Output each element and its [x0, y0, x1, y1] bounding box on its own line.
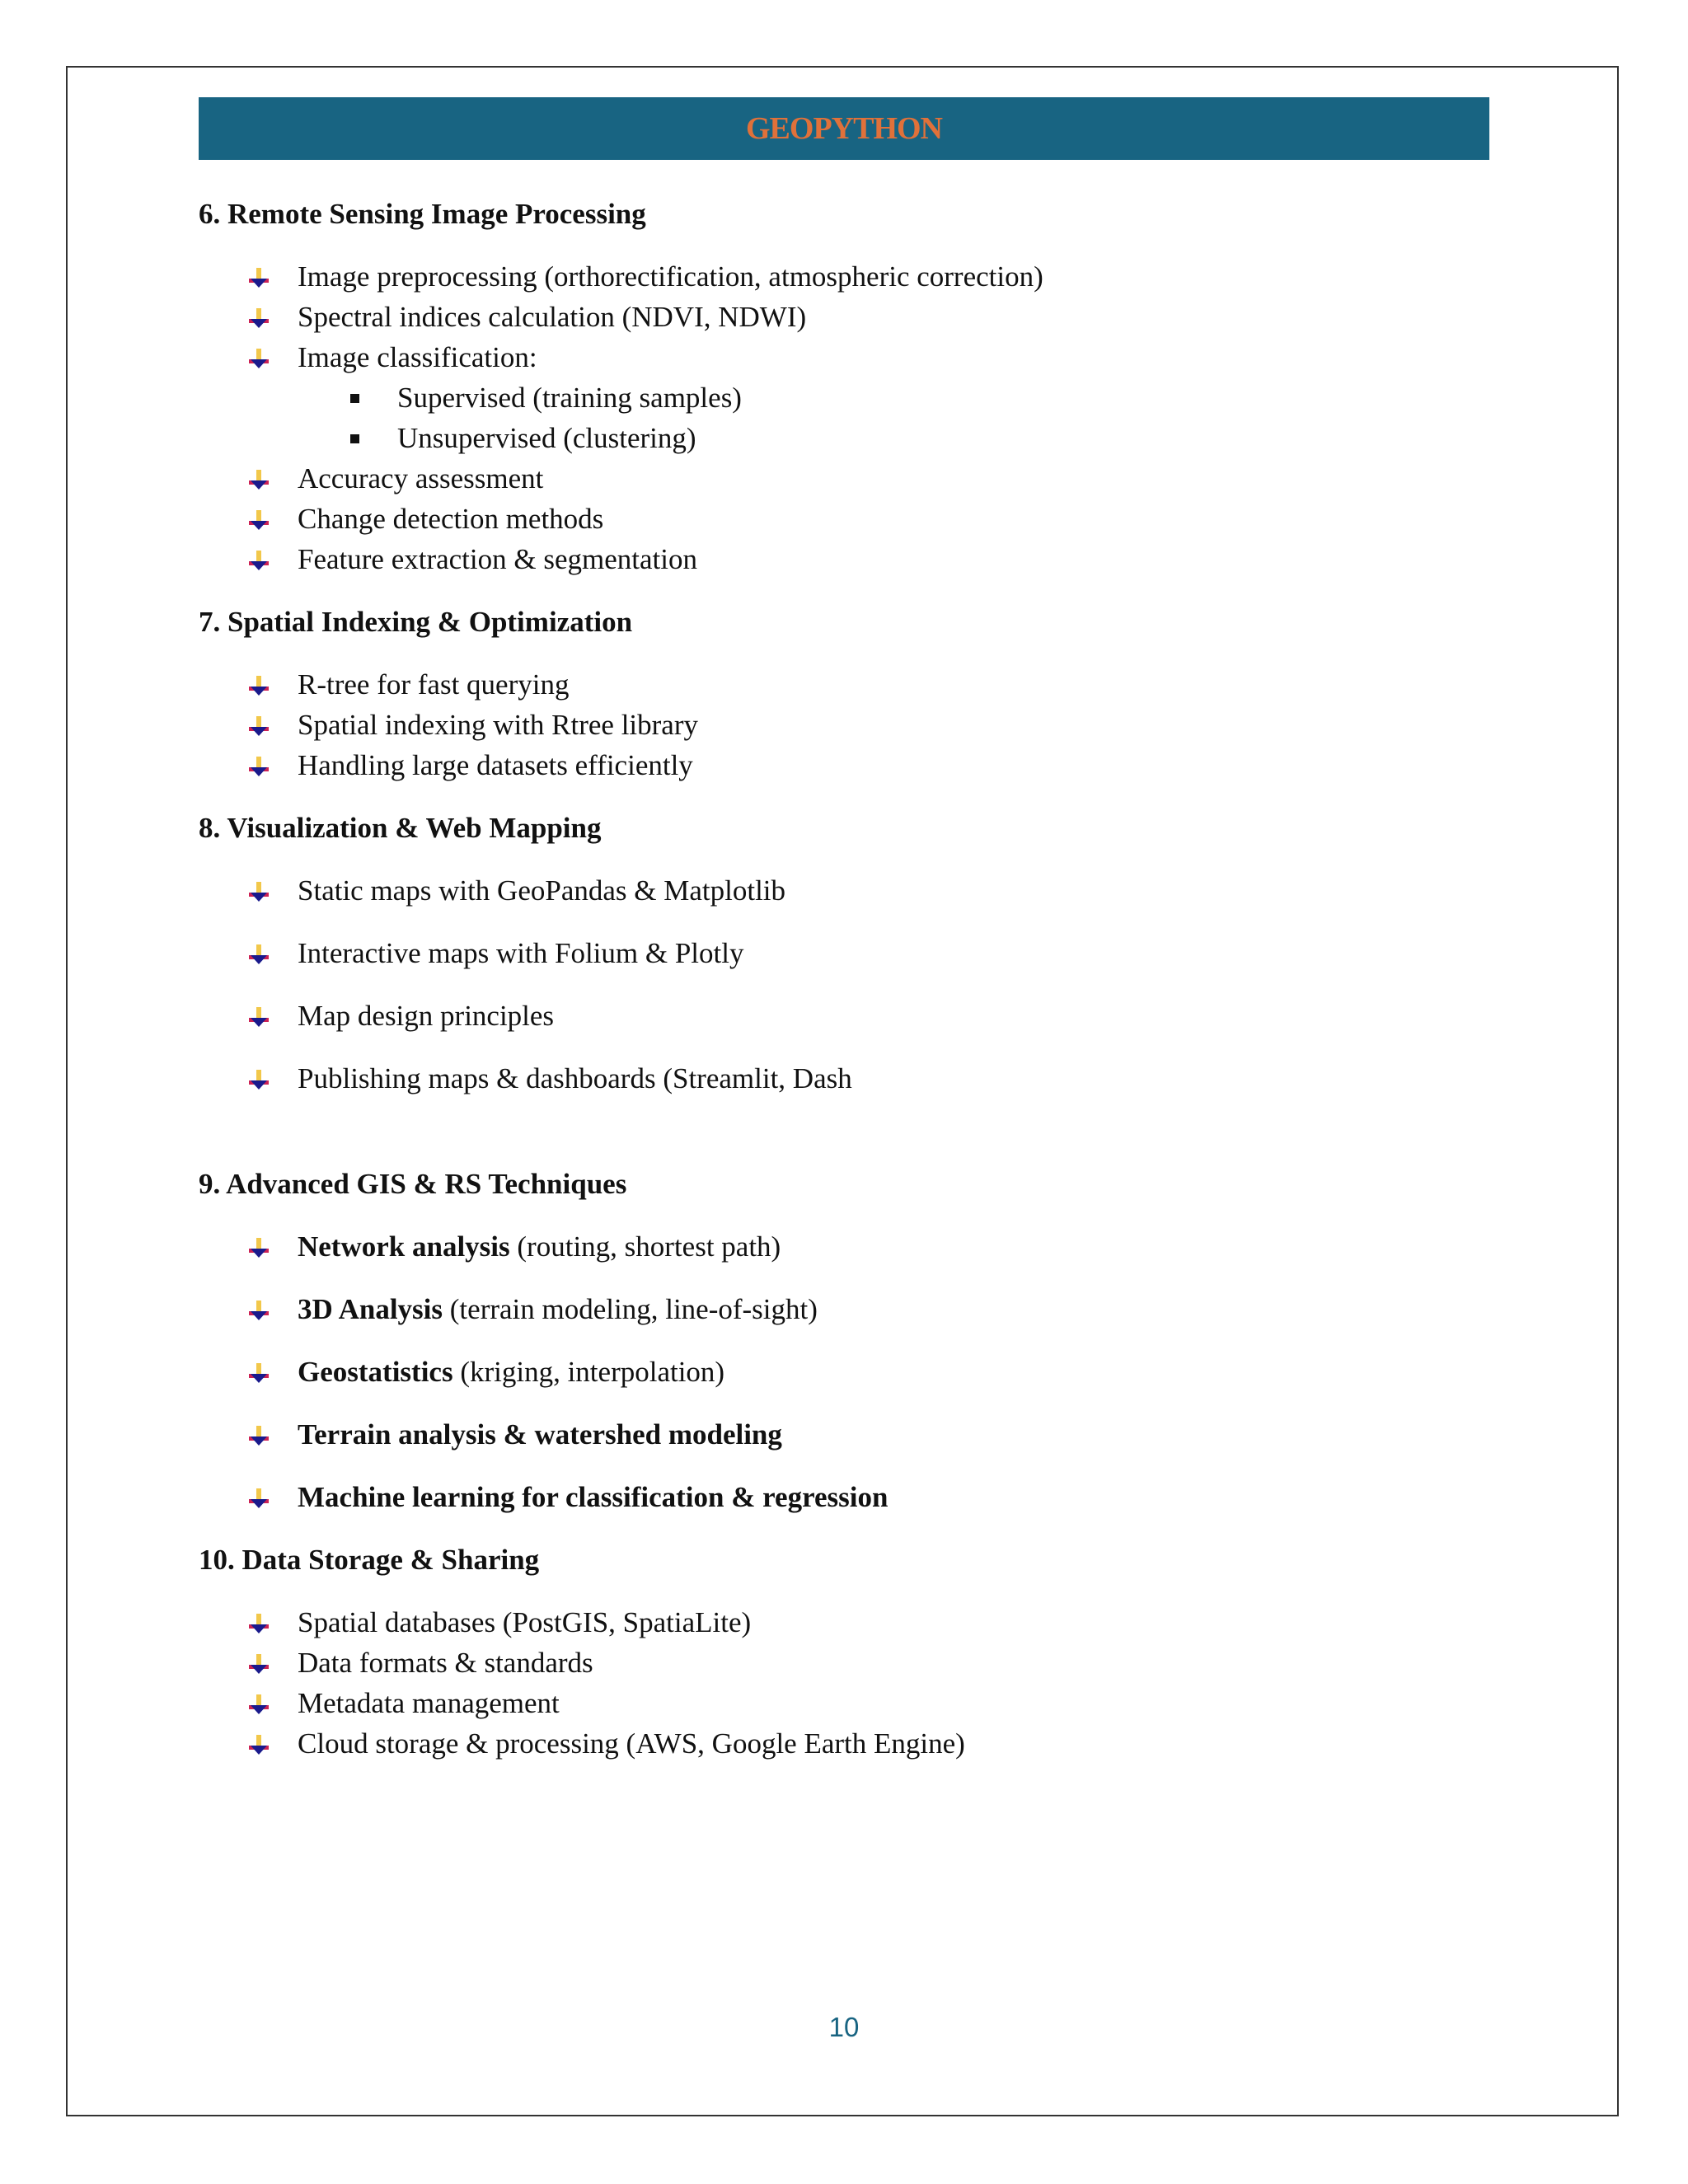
list-item-text: Map design principles	[298, 1000, 555, 1032]
down-arrow-bullet-icon	[247, 468, 270, 491]
list-item-text: Data formats & standards	[298, 1647, 593, 1679]
down-arrow-bullet-icon	[247, 1487, 270, 1510]
list-item-text	[298, 1230, 781, 1263]
list-item-rest: (kriging, interpolation)	[452, 1356, 725, 1388]
list-item-text: Image preprocessing (orthorectification, atmospheric correction)	[298, 260, 1043, 293]
list-item-text: Handling large datasets efficiently	[298, 749, 693, 781]
section-heading: 8. Visualization & Web Mapping	[199, 812, 602, 844]
down-arrow-bullet-icon	[247, 347, 270, 370]
down-arrow-bullet-icon	[247, 943, 270, 966]
down-arrow-bullet-icon	[247, 674, 270, 697]
down-arrow-bullet-icon	[247, 1424, 270, 1447]
list-item-text: Spectral indices calculation (NDVI, NDWI)	[298, 301, 807, 333]
down-arrow-bullet-icon	[247, 755, 270, 778]
list-item-text	[298, 1293, 818, 1326]
square-bullet-icon	[350, 394, 359, 403]
list-item-text: R-tree for fast querying	[298, 668, 570, 701]
list-item-rest: (routing, shortest path)	[509, 1230, 781, 1263]
list-item-bold: Network analysis	[298, 1230, 510, 1263]
section-heading: 6. Remote Sensing Image Processing	[199, 198, 646, 230]
down-arrow-bullet-icon	[247, 509, 270, 532]
down-arrow-bullet-icon	[247, 1693, 270, 1716]
list-item-text	[298, 1481, 888, 1514]
list-item-bold: 3D Analysis	[298, 1293, 443, 1325]
square-bullet-icon	[350, 434, 359, 443]
section-heading: 9. Advanced GIS & RS Techniques	[199, 1168, 627, 1200]
down-arrow-bullet-icon	[247, 1652, 270, 1675]
down-arrow-bullet-icon	[247, 880, 270, 903]
list-item-text: Spatial indexing with Rtree library	[298, 709, 699, 741]
down-arrow-bullet-icon	[247, 1299, 270, 1322]
list-item-text: Metadata management	[298, 1687, 560, 1719]
section-heading: 10. Data Storage & Sharing	[199, 1544, 540, 1576]
list-item-text: Spatial databases (PostGIS, SpatiaLite)	[298, 1606, 752, 1638]
list-item-text: Image classification:	[298, 341, 537, 373]
down-arrow-bullet-icon	[247, 1733, 270, 1756]
list-item-bold: Geostatistics	[298, 1356, 453, 1388]
list-item-bold: Machine learning for classification & regression	[298, 1481, 889, 1513]
section-heading: 7. Spatial Indexing & Optimization	[199, 606, 633, 638]
header-title: GEOPYTHON	[745, 111, 943, 146]
header-banner	[199, 97, 1489, 160]
down-arrow-bullet-icon	[247, 715, 270, 738]
page-number: 10	[828, 2012, 860, 2042]
list-item-text: Publishing maps & dashboards (Streamlit, Dash	[298, 1062, 852, 1094]
down-arrow-bullet-icon	[247, 1361, 270, 1385]
sub-list-item-text: Unsupervised (clustering)	[397, 422, 696, 454]
list-item-text: Static maps with GeoPandas & Matplotlib	[298, 874, 786, 907]
sub-list-item-text: Supervised (training samples)	[397, 382, 742, 414]
down-arrow-bullet-icon	[247, 1612, 270, 1635]
down-arrow-bullet-icon	[247, 1005, 270, 1029]
down-arrow-bullet-icon	[247, 307, 270, 330]
list-item-text	[298, 1418, 782, 1451]
down-arrow-bullet-icon	[247, 1068, 270, 1091]
list-item-text: Feature extraction & segmentation	[298, 543, 697, 575]
list-item-text	[298, 1356, 724, 1389]
list-item-text: Accuracy assessment	[298, 462, 544, 494]
list-item-text: Change detection methods	[298, 503, 604, 535]
list-item-text: Interactive maps with Folium & Plotly	[298, 937, 744, 969]
down-arrow-bullet-icon	[247, 549, 270, 572]
list-item-rest: (terrain modeling, line-of-sight)	[443, 1293, 818, 1325]
list-item-text: Cloud storage & processing (AWS, Google Earth Engine)	[298, 1727, 965, 1760]
list-item-bold: Terrain analysis & watershed modeling	[298, 1418, 782, 1451]
down-arrow-bullet-icon	[247, 266, 270, 289]
down-arrow-bullet-icon	[247, 1236, 270, 1259]
